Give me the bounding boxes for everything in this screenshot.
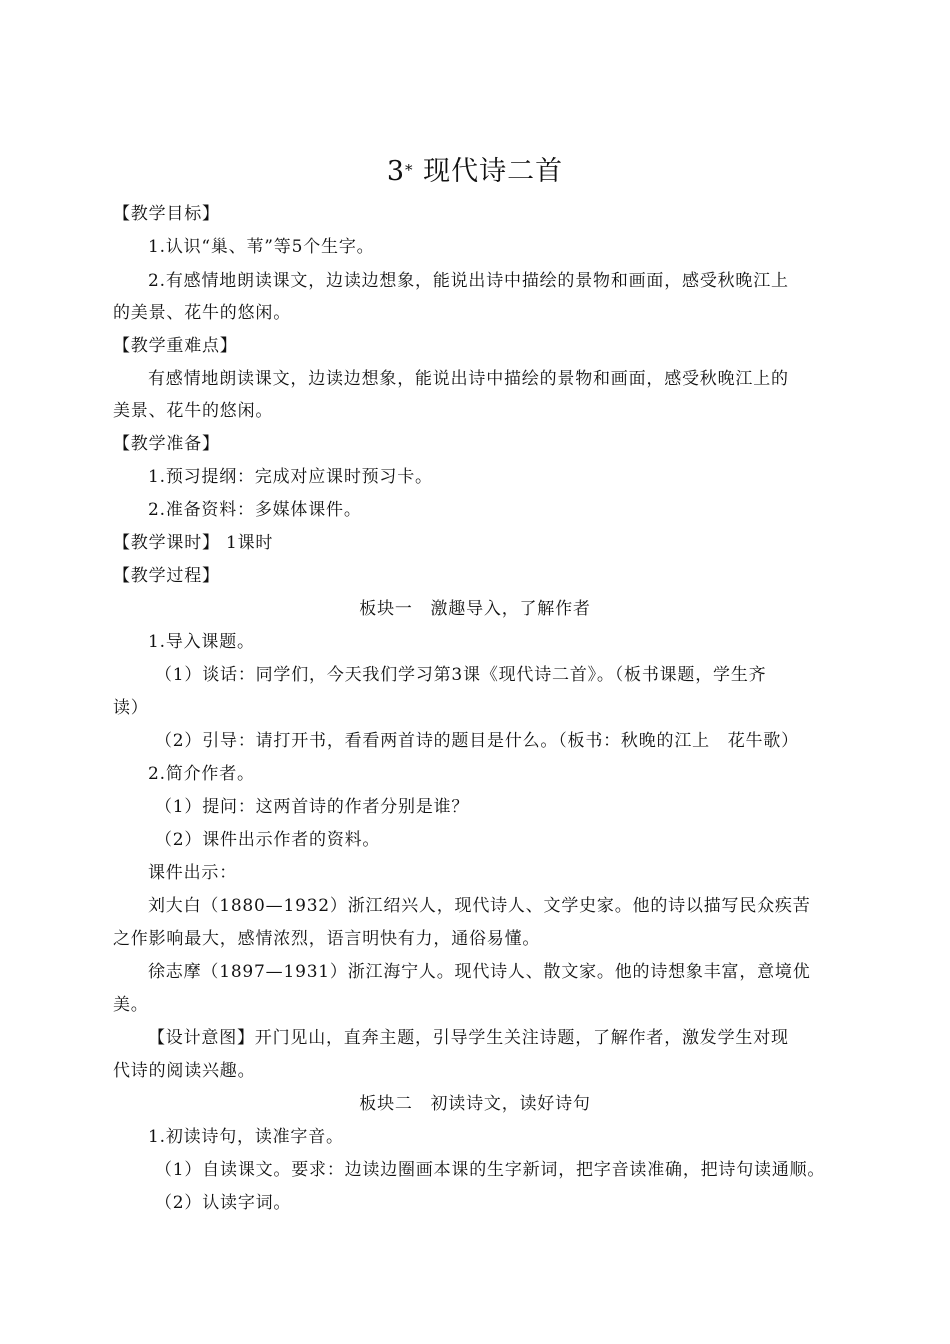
paragraph-line: 1.认识“巢、苇”等5个生字。 xyxy=(148,237,375,257)
paragraph-line: 1.预习提纲：完成对应课时预习卡。 xyxy=(148,467,433,487)
paragraph-line: 1.导入课题。 xyxy=(148,632,255,652)
lesson-number: 3 xyxy=(386,156,406,187)
section-heading-goals: 【教学目标】 xyxy=(113,204,220,224)
paragraph-line: 美。 xyxy=(113,995,149,1015)
paragraph-line: （1）自读课文。要求：边读边圈画本课的生字新词，把字音读准确，把诗句读通顺。 xyxy=(155,1160,826,1180)
design-intent-line: 代诗的阅读兴趣。 xyxy=(113,1061,256,1081)
block-heading-2: 板块二 初读诗文，读好诗句 xyxy=(359,1094,591,1114)
paragraph-line: 美景、花牛的悠闲。 xyxy=(113,401,274,421)
section-heading-process: 【教学过程】 xyxy=(113,566,220,586)
paragraph-line: 的美景、花牛的悠闲。 xyxy=(113,303,291,323)
paragraph-line: 刘大白（1880—1932）浙江绍兴人，现代诗人、文学史家。他的诗以描写民众疾苦 xyxy=(148,896,811,916)
paragraph-line: （2）认读字词。 xyxy=(155,1193,292,1213)
paragraph-line: 2.简介作者。 xyxy=(148,764,255,784)
paragraph-line: 2.有感情地朗读课文，边读边想象，能说出诗中描绘的景物和画面，感受秋晚江上 xyxy=(148,271,789,291)
section-heading-hours: 【教学课时】 1课时 xyxy=(113,533,274,553)
paragraph-line: 1.初读诗句，读准字音。 xyxy=(148,1127,344,1147)
optional-lesson-mark: * xyxy=(405,161,414,179)
lesson-title: 现代诗二首 xyxy=(423,156,564,187)
paragraph-line: 之作影响最大，感情浓烈，语言明快有力，通俗易懂。 xyxy=(113,929,541,949)
paragraph-line: 2.准备资料：多媒体课件。 xyxy=(148,500,362,520)
block-heading-1: 板块一 激趣导入，了解作者 xyxy=(359,599,591,619)
paragraph-line: 读） xyxy=(113,698,149,718)
section-heading-preparation: 【教学准备】 xyxy=(113,434,220,454)
paragraph-line: 课件出示： xyxy=(148,863,237,883)
paragraph-line: （2）引导：请打开书，看看两首诗的题目是什么。（板书：秋晚的江上 花牛歌） xyxy=(155,731,799,751)
section-heading-key-points: 【教学重难点】 xyxy=(113,336,238,356)
paragraph-line: 徐志摩（1897—1931）浙江海宁人。现代诗人、散文家。他的诗想象丰富，意境优 xyxy=(148,962,811,982)
design-intent-line: 【设计意图】开门见山，直奔主题，引导学生关注诗题，了解作者，激发学生对现 xyxy=(148,1028,789,1048)
paragraph-line: （2）课件出示作者的资料。 xyxy=(155,830,381,850)
page-title xyxy=(0,152,950,192)
paragraph-line: （1）谈话：同学们，今天我们学习第3课《现代诗二首》。（板书课题，学生齐 xyxy=(155,665,767,685)
paragraph-line: （1）提问：这两首诗的作者分别是谁？ xyxy=(155,797,470,817)
paragraph-line: 有感情地朗读课文，边读边想象，能说出诗中描绘的景物和画面，感受秋晚江上的 xyxy=(148,369,789,389)
